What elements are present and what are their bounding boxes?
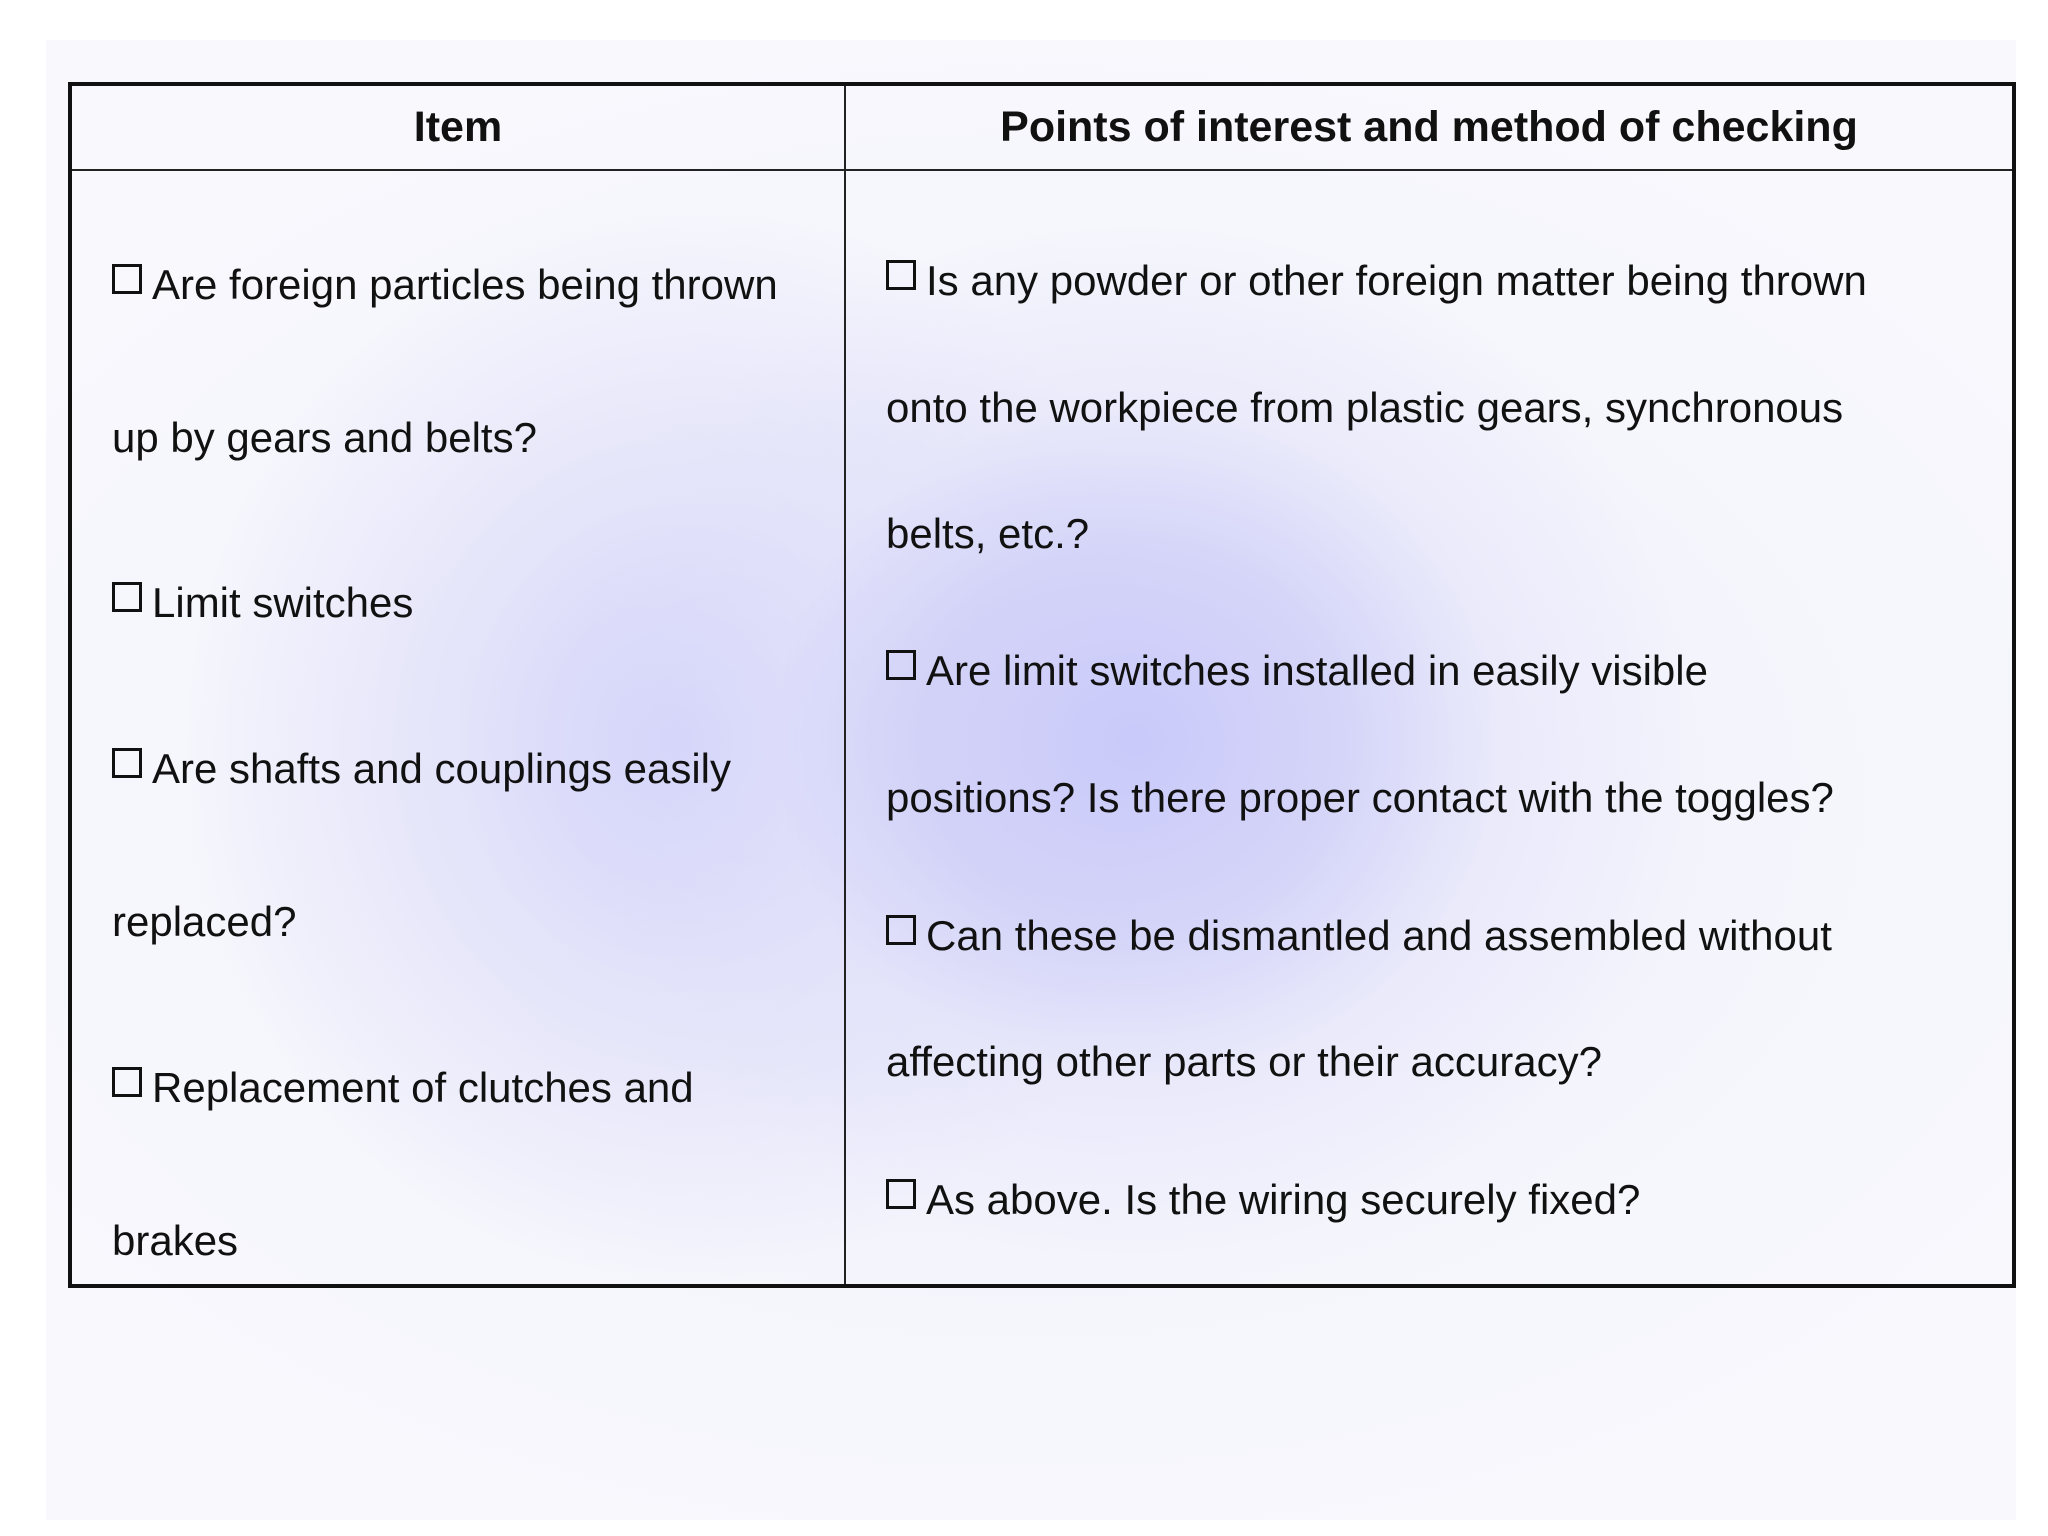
point-text: Are limit switches installed in easily visible xyxy=(926,647,1708,694)
item-3-line-1 xyxy=(112,745,731,792)
checkbox-icon[interactable] xyxy=(112,1067,142,1097)
item-text: brakes xyxy=(112,1217,239,1264)
item-3-line-2 xyxy=(112,898,297,945)
item-text: Are foreign particles being thrown xyxy=(152,261,778,308)
item-text: Replacement of clutches and xyxy=(152,1064,694,1111)
point-3-line-1 xyxy=(886,912,1832,959)
point-2-line-1 xyxy=(886,647,1708,694)
point-text: affecting other parts or their accuracy? xyxy=(886,1038,1602,1085)
point-4-line-1 xyxy=(886,1176,1641,1223)
checkbox-icon[interactable] xyxy=(112,582,142,612)
item-text: replaced? xyxy=(112,898,297,945)
item-text: up by gears and belts? xyxy=(112,414,537,461)
point-text: onto the workpiece from plastic gears, synchronous xyxy=(886,384,1844,431)
checkbox-icon[interactable] xyxy=(886,260,916,290)
checkbox-icon[interactable] xyxy=(886,1179,916,1209)
checkbox-icon[interactable] xyxy=(112,264,142,294)
point-text: belts, etc.? xyxy=(886,510,1090,557)
checkbox-icon[interactable] xyxy=(886,650,916,680)
checkbox-icon[interactable] xyxy=(112,748,142,778)
point-1-line-1 xyxy=(886,257,1867,304)
header-divider xyxy=(72,169,2012,171)
item-4-line-2 xyxy=(112,1217,239,1264)
point-1-line-3 xyxy=(886,510,1090,557)
point-text: As above. Is the wiring securely fixed? xyxy=(926,1176,1641,1223)
point-text: Is any powder or other foreign matter being thrown xyxy=(926,257,1867,304)
item-1-line-1 xyxy=(112,261,778,308)
item-2-line-1 xyxy=(112,579,414,626)
item-4-line-1 xyxy=(112,1064,694,1111)
inspection-table xyxy=(68,82,2016,1288)
point-text: Can these be dismantled and assembled without xyxy=(926,912,1832,959)
point-1-line-2 xyxy=(886,384,1844,431)
point-2-line-2 xyxy=(886,774,1834,821)
checkbox-icon[interactable] xyxy=(886,915,916,945)
item-1-line-2 xyxy=(112,414,537,461)
point-3-line-2 xyxy=(886,1038,1602,1085)
item-text: Are shafts and couplings easily xyxy=(152,745,731,792)
point-text: positions? Is there proper contact with the toggles? xyxy=(886,774,1834,821)
header-points: Points of interest and method of checking xyxy=(1000,103,1858,151)
header-item: Item xyxy=(413,103,503,151)
column-divider xyxy=(844,86,846,1284)
item-text: Limit switches xyxy=(152,579,414,626)
